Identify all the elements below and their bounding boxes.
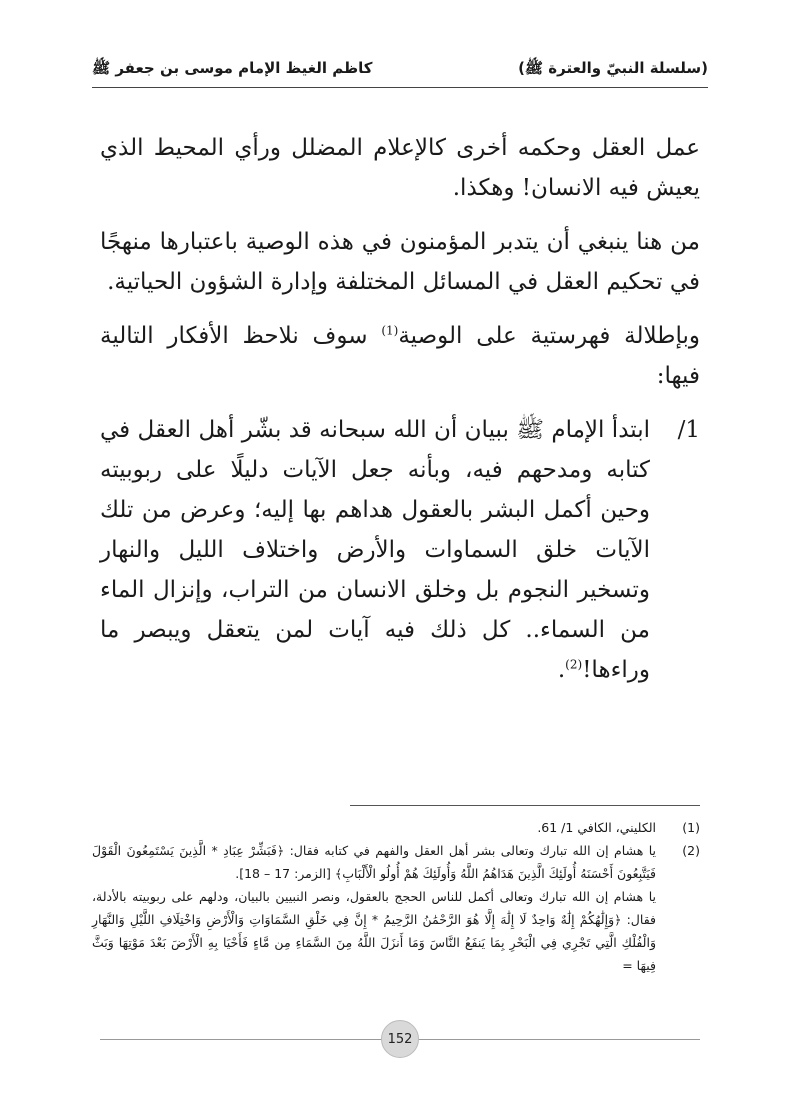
running-header bbox=[92, 48, 708, 88]
footnote-number: (2) bbox=[682, 843, 700, 858]
page-footer bbox=[100, 1020, 700, 1060]
list-item-1 bbox=[100, 410, 700, 690]
footnote-1 bbox=[92, 816, 700, 839]
paragraph-2: من هنا ينبغي أن يتدبر المؤمنون في هذه الوصية باعتبارها منهجًا في تحكيم العقل في المسائل المختلفة وإدارة الشؤون الحياتية. bbox=[100, 229, 700, 295]
main-text bbox=[100, 128, 700, 690]
series-title: (سلسلة النبيّ والعترة ﷺ) bbox=[518, 59, 708, 77]
footnote-2 bbox=[92, 839, 700, 885]
list-item-text bbox=[100, 410, 650, 690]
footnote-2-continuation: يا هشام إن الله تبارك وتعالى أكمل للناس الحجج بالعقول، ونصر النبيين بالبيان، ودلهم على ربوبيته بالأدلة، فقال: ﴿وَإِلَٰهُكُمْ إِلَٰهٌ وَاحِدٌ لَا إِلَٰهَ إِلَّا هُوَ الرَّحْمَٰنُ الرَّحِيمُ * إِنَّ فِي خَلْقِ السَّمَاوَاتِ وَالْأَرْضِ وَاخْتِلَافِ اللَّيْلِ وَالنَّهَارِ وَالْفُلْكِ الَّتِي تَجْرِي فِي الْبَحْرِ بِمَا يَنفَعُ النَّاسَ وَمَا أَنزَلَ اللَّهُ مِنَ السَّمَاءِ مِن مَّاءٍ فَأَحْيَا بِهِ الْأَرْضَ بَعْدَ مَوْتِهَا وَبَثَّ فِيهَا = bbox=[92, 889, 656, 973]
paragraph-3-text-end: سوف نلاحظ الأفكار التالية فيها: bbox=[100, 323, 700, 389]
book-title: كاظم الغيظ الإمام موسى بن جعفر ﷺ bbox=[92, 59, 373, 77]
paragraph-3-text: وبإطلالة فهرستية على الوصية bbox=[398, 323, 700, 349]
paragraph-3 bbox=[100, 316, 700, 396]
footnotes bbox=[92, 816, 700, 977]
paragraph-1: عمل العقل وحكمه أخرى كالإعلام المضلل ورأي المحيط الذي يعيش فيه الانسان! وهكذا. bbox=[100, 135, 700, 201]
footnote-text: يا هشام إن الله تبارك وتعالى بشر أهل العقل والفهم في كتابه فقال: ﴿فَبَشِّرْ عِبَادِ * الَّذِينَ يَسْتَمِعُونَ الْقَوْلَ فَيَتَّبِعُونَ أَحْسَنَهُ أُولَئِكَ الَّذِينَ هَدَاهُمُ اللَّهُ وَأُولَئِكَ هُمْ أُولُو الْأَلْبَابِ﴾ [الزمر: 17 – 18]. bbox=[92, 843, 656, 881]
list-item-number: 1/ bbox=[677, 417, 700, 443]
list-item-period: . bbox=[557, 657, 566, 683]
footnote-ref-1[interactable]: (1) bbox=[381, 323, 399, 338]
list-item-body: ابتدأ الإمام ﷺ ببيان أن الله سبحانه قد بشّر أهل العقل في كتابه ومدحهم فيه، وبأنه جعل الآيات دليلًا على ربوبيته وحين أكمل البشر بالعقول هداهم بها إليه؛ وعرض من تلك الآيات خلق السماوات والأرض واختلاف الليل والنهار وتسخير النجوم بل وخلق الانسان من التراب، وإنزال الماء من السماء.. كل ذلك فيه آيات لمن يتعقل ويبصر ما وراءها! bbox=[100, 417, 650, 683]
page-number: 152 bbox=[381, 1020, 419, 1058]
footnote-number: (1) bbox=[682, 820, 700, 835]
footnote-ref-2[interactable]: (2) bbox=[565, 657, 583, 672]
footnote-text: الكليني، الكافي 1/ 61. bbox=[537, 820, 656, 835]
footnote-divider bbox=[350, 805, 700, 806]
